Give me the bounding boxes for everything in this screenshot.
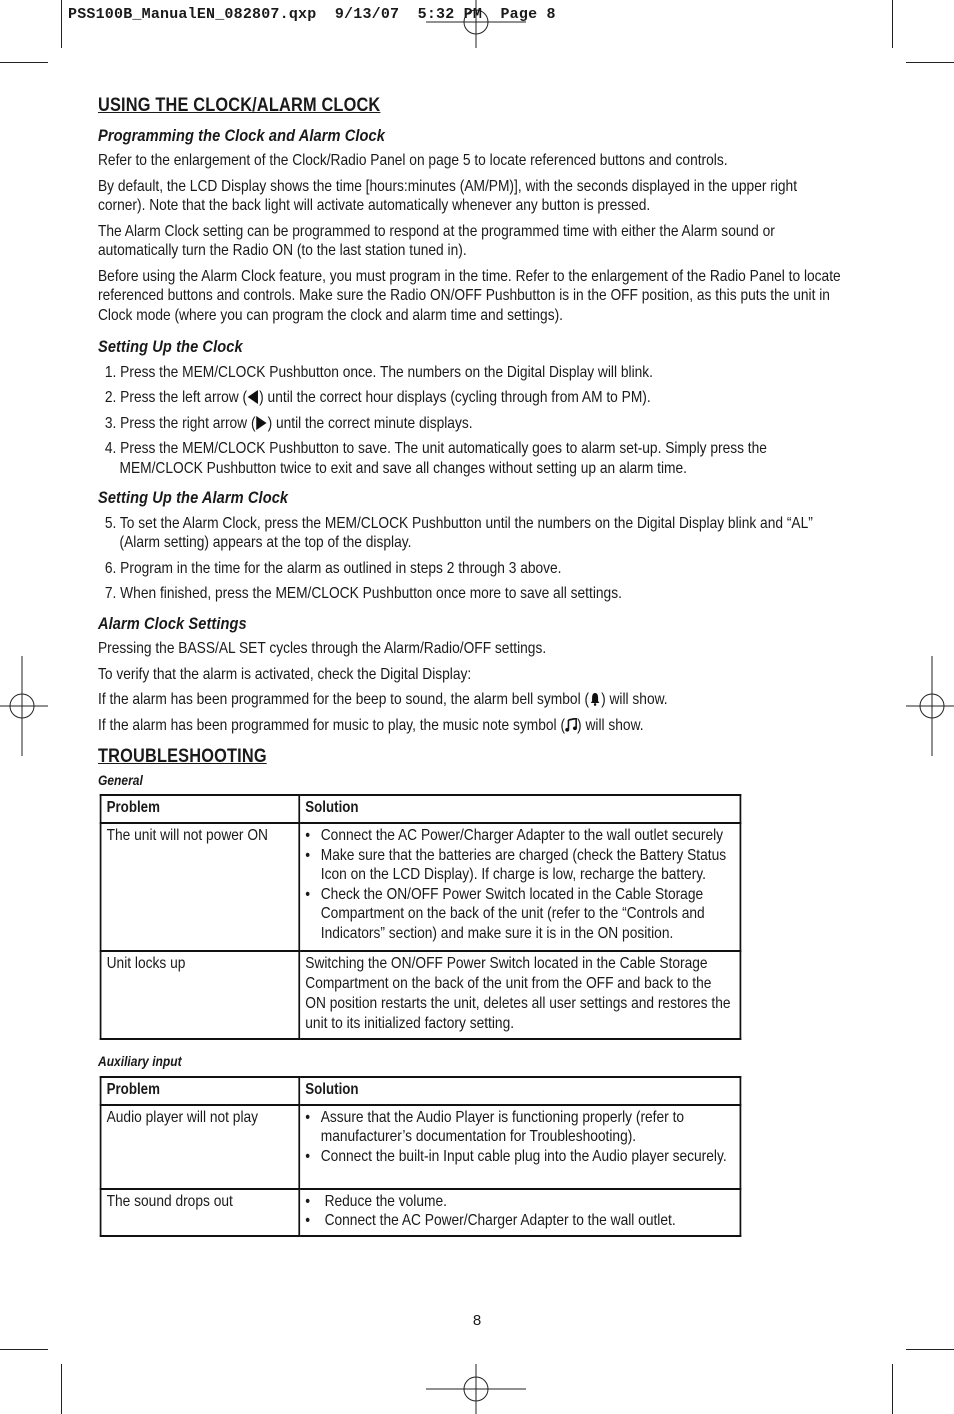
- solution-item: [305, 826, 734, 846]
- solution-item: [305, 846, 734, 885]
- solution-cell: [299, 823, 740, 951]
- step-1: 1. Press the MEM/CLOCK Pushbutton once. The numbers on the Digital Display will blink.: [104, 363, 653, 381]
- section-title-troubleshooting: TROUBLESHOOTING: [98, 746, 267, 767]
- table-header-row: [101, 1077, 741, 1105]
- note-text-a: If the alarm has been programmed for music to play, the music note symbol (: [98, 716, 566, 734]
- step-7: 7. When finished, press the MEM/CLOCK Pushbutton once more to save all settings.: [104, 585, 622, 602]
- problem-cell: The unit will not power ON: [101, 823, 300, 951]
- paragraph: To verify that the alarm is activated, check the Digital Display:: [98, 665, 472, 683]
- solution-text: Connect the AC Power/Charger Adapter to the wall outlet securely: [320, 827, 724, 844]
- table-row: [101, 823, 741, 951]
- crop-mark: [0, 62, 48, 63]
- table-row: [101, 951, 741, 1039]
- registration-mark-right: [906, 656, 954, 756]
- music-note-icon: [565, 718, 577, 732]
- heading-setup-alarm: Setting Up the Alarm Clock: [98, 488, 289, 507]
- solution-list: [305, 1108, 734, 1167]
- column-header-problem: Problem: [101, 1077, 300, 1105]
- solution-text: Check the ON/OFF Power Switch located in the Cable Storage Compartment on the back of the unit (refer to the “Controls and Indicators” section) and make sure it is in the ON position.: [320, 885, 705, 942]
- table-row: [101, 1105, 741, 1189]
- solution-text: Reduce the volume.: [320, 1192, 447, 1210]
- column-header-solution: Solution: [299, 795, 740, 823]
- solution-item: [305, 1211, 734, 1231]
- clock-steps: [98, 363, 846, 479]
- alarm-steps: [98, 514, 846, 604]
- table-row: [101, 1189, 741, 1236]
- step-2-text-b: ) until the correct hour displays (cycling through from AM to PM).: [259, 389, 651, 406]
- paragraph: By default, the LCD Display shows the time [hours:minutes (AM/PM)], with the seconds displayed in the upper right corner). Note that the back light will activate automatically whenever any button is pressed.: [98, 177, 798, 214]
- bullet: •: [305, 885, 311, 903]
- crop-mark: [61, 1364, 62, 1414]
- bell-text-b: ) will show.: [601, 691, 668, 708]
- heading-setup-clock: Setting Up the Clock: [98, 337, 243, 356]
- crop-mark: [906, 62, 954, 63]
- left-arrow-icon: [247, 390, 259, 404]
- paragraph: Refer to the enlargement of the Clock/Radio Panel on page 5 to locate referenced buttons and controls.: [98, 152, 728, 169]
- solution-item: [305, 1192, 734, 1212]
- crop-mark: [0, 1349, 48, 1350]
- paragraph: The Alarm Clock setting can be programmed to respond at the programmed time with either the Alarm sound or automatically turn the Radio ON (to the last station tuned in).: [98, 222, 775, 259]
- problem-cell: Unit locks up: [101, 951, 300, 1039]
- table-caption-general: General: [98, 771, 143, 788]
- table-caption-auxiliary: Auxiliary input: [98, 1053, 182, 1069]
- solution-text: Assure that the Audio Player is functioning properly (refer to manufacturer’s documentation for Troubleshooting).: [320, 1108, 685, 1145]
- solution-item: [305, 1147, 734, 1167]
- note-text-b: ) will show.: [577, 716, 644, 734]
- solution-item: [305, 885, 734, 944]
- solution-text: Connect the built-in Input cable plug into the Audio player securely.: [320, 1147, 727, 1165]
- page-number: 8: [472, 1312, 482, 1329]
- solution-list: [305, 1192, 734, 1231]
- bullet: •: [305, 846, 311, 864]
- paragraph-note: [98, 716, 846, 736]
- section-title-clock: USING THE CLOCK/ALARM CLOCK: [98, 95, 381, 116]
- page-content: [98, 96, 848, 1249]
- problem-cell: The sound drops out: [101, 1189, 300, 1236]
- troubleshooting-table-auxiliary: [100, 1076, 742, 1237]
- bullet: •: [305, 1147, 311, 1165]
- solution-text: Make sure that the batteries are charged (check the Battery Status Icon on the LCD Display). If charge is low, recharge the battery.: [320, 846, 727, 883]
- step-2-text-a: 2. Press the left arrow (: [104, 389, 248, 406]
- solution-cell: [299, 1189, 740, 1236]
- step-6: 6. Program in the time for the alarm as outlined in steps 2 through 3 above.: [104, 559, 562, 577]
- solution-cell: [299, 1105, 740, 1189]
- step-2: [98, 388, 846, 408]
- print-slug: PSS100B_ManualEN_082807.qxp 9/13/07 5:32 PM Page 8: [68, 6, 556, 23]
- solution-item: [305, 1108, 734, 1147]
- paragraph: Before using the Alarm Clock feature, you must program in the time. Refer to the enlargement of the Radio Panel to locate referenced buttons and controls. Make sure the Radio ON/OFF Pushbutton is in the OFF position, as this puts the unit in Clock mode (where you can program the clock and alarm time and settings).: [98, 267, 841, 324]
- right-arrow-icon: [256, 416, 268, 430]
- heading-alarm-settings: Alarm Clock Settings: [98, 613, 247, 633]
- step-5: 5. To set the Alarm Clock, press the MEM/CLOCK Pushbutton until the numbers on the Digital Display blink and “AL” (Alarm setting) appears at the top of the display.: [104, 514, 813, 551]
- crop-mark: [906, 1349, 954, 1350]
- bullet: •: [305, 1108, 311, 1126]
- troubleshooting-table-general: [100, 794, 742, 1040]
- solution-cell: Switching the ON/OFF Power Switch located in the Cable Storage Compartment on the back of the unit from the OFF and back to the ON position restarts the unit, deletes all user settings and restores the unit to its initialized factory setting.: [299, 951, 740, 1039]
- crop-mark: [892, 1364, 893, 1414]
- solution-list: [305, 826, 734, 943]
- step-3: [98, 414, 846, 434]
- bullet: •: [305, 1192, 311, 1210]
- paragraph: Pressing the BASS/AL SET cycles through the Alarm/Radio/OFF settings.: [98, 640, 547, 657]
- column-header-solution: Solution: [299, 1077, 740, 1105]
- bell-text-a: If the alarm has been programmed for the beep to sound, the alarm bell symbol (: [98, 691, 590, 708]
- paragraph-bell: [98, 690, 846, 710]
- narrow-column: [98, 96, 846, 1249]
- column-header-problem: Problem: [101, 795, 300, 823]
- step-4: 4. Press the MEM/CLOCK Pushbutton to save. The unit automatically goes to alarm set-up. Simply press the MEM/CLOCK Pushbutton twice to exit and save all changes without setting up an alarm time.: [104, 440, 767, 477]
- alarm-bell-icon: [589, 692, 601, 706]
- bullet: •: [305, 827, 311, 844]
- problem-cell: Audio player will not play: [101, 1105, 300, 1189]
- step-3-text-b: ) until the correct minute displays.: [267, 414, 473, 432]
- registration-mark-bottom: [426, 1364, 526, 1414]
- crop-mark: [61, 0, 62, 48]
- solution-text: Connect the AC Power/Charger Adapter to the wall outlet.: [320, 1212, 676, 1229]
- bullet: •: [305, 1212, 311, 1229]
- step-3-text-a: 3. Press the right arrow (: [104, 414, 256, 432]
- table-header-row: [101, 795, 741, 823]
- crop-mark: [892, 0, 893, 48]
- registration-mark-left: [0, 656, 48, 756]
- heading-programming: Programming the Clock and Alarm Clock: [98, 125, 385, 145]
